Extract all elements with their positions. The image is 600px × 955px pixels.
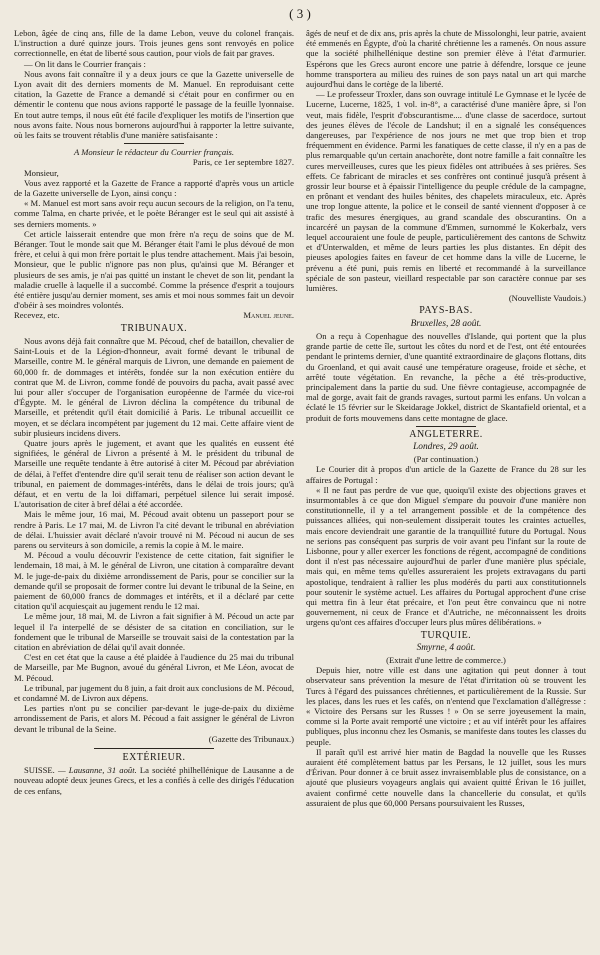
dateline: — Lausanne, 31 août. bbox=[57, 765, 137, 776]
letter-closing: Recevez, etc. bbox=[14, 310, 60, 321]
left-column bbox=[14, 28, 294, 808]
paragraph-text: La société philhellénique de Lausanne a de nouveau adopté deux jeunes Grecs, et les a confiés à celle des dirigés l'éducation de ces enfans, bbox=[14, 765, 294, 796]
paragraph: « M. Manuel est mort sans avoir reçu aucun secours de la religion, on l'a tenu, comme Talma, en charte privée, et le poète Béranger est le seul qui ait assisté à ses derniers moments. » bbox=[14, 198, 294, 229]
paragraph: Les parties n'ont pu se concilier par-devant le juge-de-paix du dixième arrondissement de Paris, et alors M. Pécoud a fait assigner le général de Livron devant le tribunal de la Seine. bbox=[14, 703, 294, 734]
paragraph: Il paraît qu'il est arrivé hier matin de Bagdad la nouvelle que les Russes auraient été complètement battus par les Persans, le 12 juillet, sous les murs d'Érivan. Pour donner à ce bruit assez invraisemblable plus de consistance, on a ajouté que plusieurs voyageurs anglais qui avaient quitté Érivan le 16 juillet, avaient confirmé cette nouvelle dans la chancellerie du consulat, et qu'ils assuraient de plus que 60,000 Persans poursuivaient les Russes, bbox=[306, 746, 586, 808]
paragraph: Quatre jours après le jugement, et avant que les qualités en eussent été signifiées, le général de Livron a présenté à M. le président du tribunal de Marseille une requête tendante à être autorisé à citer M. Pécoud par abréviation de délai, à l'effet d'entendre dire qu'il serait tenu de réaliser son action devant le tribunal, en paiement de dommages-intérêts, dans le délai de trois jours; qu'à défaut, et en vertu de la loi diffamari, perpétuel silence lui serait imposé. L'autorisation de citer à bref délai a été accordée. bbox=[14, 437, 294, 510]
paragraph bbox=[14, 765, 294, 796]
paragraph: Lebon, âgée de cinq ans, fille de la dame Lebon, veuve du colonel français. L'instruction a duré quinze jours. Trois jeunes gens sont renvoyés en police correctionnelle, en état de liberté sous caution, pour viols de fait par graves. bbox=[14, 28, 294, 59]
divider bbox=[124, 143, 184, 144]
paragraph: âgés de neuf et de dix ans, pris après la chute de Missolonghi, leur patrie, avaient été emmenés en Égypte, d'où la charité chrétienne les a ramenés. On nous assure que la société philhellénique destine son premier élève à l'état d'armurier. Espérons que les Grecs auront encore une patrie à défendre, lorsque ce jeune homme transportera au milieu des ruines de son pays natal un art qui marche aujourd'hui dans le cortège de la liberté. bbox=[306, 28, 586, 90]
page-number: ( 3 ) bbox=[289, 6, 311, 21]
divider bbox=[94, 748, 214, 749]
section-heading-pays-bas: PAYS-BAS. bbox=[419, 305, 473, 317]
paragraph: — Le professeur Troxler, dans son ouvrage intitulé Le Gymnase et le lycée de Lucerne, Lucerne, 1825, 1 vol. in-8°, a caractérisé d'une manière âpre, si l'on veut, mais fidèle, l'esprit d'obscurantisme.... d'une classe de sacerdoce, surtout des jeunes élèves de l'école de Landshut; il en a signalé les conséquences dangereuses, par l'expérience de nos jours ne met que trop bien et trop fréquemment en évidence. Parmi les fanatiques de cette classe, il n'y en a pas de plus remarquable qu'un certain anachorète, dont notre famille a fait connaître les cures merveilleuses, cures que les pieux fidèles ont attribuées à ses prières. Ses effets. Ce fabricant de miracles et ses confrères ont continué jusqu'à présent à grossir leur bourse et à épaissir l'intelligence du peuple crédule de la campagne, en prônant et vendant des huiles bénites, des chapelets miraculeux, etc. Après une trop longue attente, la police et le conseil de santé viennent d'opposer à ce trafic des mesures énergiques, au grand scandale des obscurantins. On a incarcéré un paysan de la commune d'Emmen, surnommé le Kokerbalz, vers lequel accouraient une foule de peuple, particulièrement des cantons de Schwitz et d'Unterwalden, et même de leurs parties les plus distantes. En dépit des pieuses apologies faites en faveur de cet homme dans la ville de Lucerne, le prévenu a été puni, puis remis en liberté et recommandé à la surveillance spéciale de son pasteur, vieillard respectable par son caractère connue par ses lumières. bbox=[306, 89, 586, 294]
paragraph: Mais le même jour, 16 mai, M. Pécoud avait obtenu un passeport pour se rendre à Paris. Le 17 mai, M. de Livron l'a cité devant le tribunal en abréviation de délai. L'huissier avait déclaré n'avoir trouvé ni M. Pécoud ni aucun de ses parens ou serviteurs à son domicile, a remis la copie à M. le maire. bbox=[14, 509, 294, 550]
source-credit: (Gazette des Tribunaux.) bbox=[208, 733, 294, 744]
paragraph: Cet article laisserait entendre que mon frère n'a reçu de soins que de M. Béranger. Tout le monde sait que M. Béranger était l'ami le plus dévoué de mon frère, et celui à qui mon frère portait le plus tendre attachement. Mais j'ai besoin, Monsieur, que le public n'ignore pas non plus, qu'ainsi que M. Béranger et plusieurs de ses amis, je n'ai pas quitté un instant le chevet de son lit, pendant la maladie cruelle à laquelle il a succombé. Comme la présence d'esprit a toujours été entière jusqu'au dernier moment, ses amis et moi nous sommes fait un devoir d'obéir à ses moindres volontés. bbox=[14, 228, 294, 311]
paragraph: M. Pécoud a voulu découvrir l'existence de cette citation, fait signifier le lendemain, 18 mai, à M. le général de Livron, une citation à comparaître devant M. le juge-de-paix du dixième arrondissement de Paris, pour se concilier sur la demande qu'il se proposait de former contre lui devant le tribunal de la Seine, en paiement de 60,000 francs de dommages et intérêts, et il a déclaré par cette citation qu'il acquiesçait au jugement rendu le 12 mai. bbox=[14, 550, 294, 612]
paragraph: Depuis hier, notre ville est dans une agitation qui peut donner à tout observateur sans prévention la mesure de l'état d'irritation où se trouvent les Turcs à l'égard des puissances chrétiennes, et particulièrement de la Russie. Sur les places, dans les rues et les cafés, on n'entend que l'exclamation d'allégresse : « Victoire des Persans sur les Russes ! » On se serre joyeusement la main, comme si la Porte avait remporté une victoire ; et au vif intérêt pour les affaires publiques, plus inconnu chez les Osmanis, se manifeste dans toutes les classes du peuple. bbox=[306, 665, 586, 747]
paragraph: « Il ne faut pas perdre de vue que, quoiqu'il existe des objections graves et insurmontables à ce que don Miguel s'empare du pouvoir d'une manière non constitutionnelle, il y a tel arrangement possible et de la compétence des puissances alliées, qui non-seulement dissiperait toutes les craintes actuelles, mais encore deviendrait une garantie de la tranquillité future du Portugal. Nous ne serions pas conséquent pas surpris de voir avant peu l'infant sur la route de Lisbonne, pour y aller exercer les fonctions de régent, accompagné de conditions dont il n'est pas nécessaire aujourd'hui de parler d'une manière plus spéciale, mais qui, en même tems qu'elles assureraient les projets extravagans du parti apostolique, tendraient à rallier les plus modérés du parti aux constitutionnels pour soutenir le système actuel. Les affaires du Portugal approchent d'une crise qui mettra fin à leur état précaire, et l'on peut être convaincu que ni notre gouvernement, ni ceux de France et d'Autriche, ne méconnaissent les droits urgens qu'ont ces affaires d'occuper leurs plus mûres délibérations. » bbox=[306, 484, 586, 628]
paragraph: Le tribunal, par jugement du 8 juin, a fait droit aux conclusions de M. Pécoud, et condamné M. de Livron aux dépens. bbox=[14, 682, 294, 703]
paragraph: On a reçu à Copenhague des nouvelles d'Islande, qui portent que la plus grande partie de cette île, surtout les côtes du nord et de l'est, ont été entourées pendant le printems dernier, d'une quantité extraordinaire de glaçons flottans, dits du Groenland, et qui avait causé une température orageuse, froide et sèche, et arrêté toute végétation. En revanche, la pêche a été très-productive, principalement dans la partie du sud. Une fièvre contagieuse, accompagnée de mal de gorge, avait fait de grands ravages, surtout parmi les enfans. Un volcan a éclaté le 15 février sur le Skeidarage Jokkel, district de Skantafield oriental, et a produit de forts mouvemens dans cette montagne de glace. bbox=[306, 330, 586, 423]
paragraph: Le Courier dit à propos d'un article de la Gazette de France du 28 sur les affaires de Portugal : bbox=[306, 464, 586, 485]
right-column bbox=[306, 28, 586, 808]
section-heading-exterieur: EXTÉRIEUR. bbox=[122, 752, 186, 764]
letter-closing-row bbox=[14, 310, 294, 320]
dateline: Bruxelles, 28 août. bbox=[410, 318, 482, 329]
paragraph: Le même jour, 18 mai, M. de Livron a fait signifier à M. Pécoud un acte par lequel il l'a interpellé de se désister de sa citation en conciliation, sur le fondement que le tribunal de Marseille se trouvait saisi de la contestation par la citation en abréviation de délai qu'il avait donnée. bbox=[14, 611, 294, 652]
letter-address: A Monsieur le rédacteur du Courrier français. bbox=[73, 147, 234, 158]
paragraph: — On lit dans le Courrier français : bbox=[24, 58, 146, 69]
paragraph: Vous avez rapporté et la Gazette de France a rapporté d'après vous un article de la Gazette universelle de Lyon, ainsi conçu : bbox=[14, 177, 294, 199]
letter-dateline: Paris, ce 1er septembre 1827. bbox=[192, 157, 294, 168]
dateline: Smyrne, 4 août. bbox=[416, 642, 476, 653]
section-heading-angleterre: ANGLETERRE. bbox=[409, 428, 483, 440]
section-heading-tribunaux: TRIBUNAUX. bbox=[120, 322, 188, 334]
source-note: (Extrait d'une lettre de commerce.) bbox=[386, 654, 506, 665]
country-label: SUISSE. bbox=[24, 765, 55, 776]
source-credit: (Nouvelliste Vaudois.) bbox=[508, 293, 586, 304]
letter-signature: Manuel jeune. bbox=[243, 310, 294, 321]
paragraph: C'est en cet état que la cause a été plaidée à l'audience du 25 mai du tribunal de Marseille, par Me Bugnon, avoué du général Livron, et Me Léon, avocat de M. Pécoud. bbox=[14, 652, 294, 683]
paragraph: Nous avons fait connaître il y a deux jours ce que la Gazette universelle de Lyon avait dit des derniers moments de M. Manuel. En reproduisant cette citation, la Gazette de France a demandé si c'était pour en confirmer ou en démentir le contenu que nous avions rapporté le passage de la feuille lyonnaise. En tout autre temps, il nous eût été facile d'expliquer les motifs de l'insertion que nous avons faite. Nous nous bornerons aujourd'hui à rapporter la lettre suivante, où les faits se trouvent rétablis d'une manière satisfaisante : bbox=[14, 68, 294, 141]
continuation-note: (Par continuation.) bbox=[413, 454, 479, 465]
columns bbox=[14, 28, 586, 808]
paragraph: Nous avons déjà fait connaître que M. Pécoud, chef de bataillon, chevalier de Saint-Louis et de la Légion-d'honneur, avait formé devant le tribunal de Marseille, contre M. le général marquis de Livron, une demande en paiement de 60,000 fr. de dommages et intérêts, fondée sur la non exécution entière du contrat que M. de Livron, comme fondé de pouvoirs du pacha, avait passé avec lui pour aller s'occuper de l'organisation européenne de l'armée du vice-roi d'Égypte. M. le général de Livron déclina la compétence du tribunal de Marseille, et prétendit qu'il était domicilié à Paris. Le tribunal accueillit ce moyen, et se déclara incompétent par jugement du 12 mai. Cette affaire vient de subir plusieurs incidens divers. bbox=[14, 335, 294, 438]
dateline: Londres, 29 août. bbox=[413, 441, 479, 452]
section-heading-turquie: TURQUIE. bbox=[420, 629, 472, 641]
letter-salutation: Monsieur, bbox=[24, 167, 59, 178]
divider bbox=[416, 426, 476, 427]
